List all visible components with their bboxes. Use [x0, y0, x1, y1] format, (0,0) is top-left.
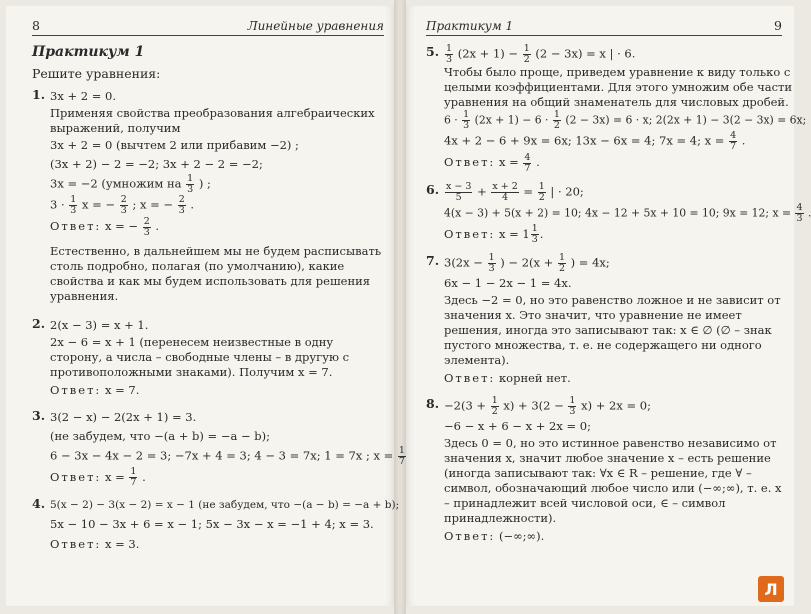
answer-label: Ответ:	[444, 529, 496, 543]
answer	[50, 467, 414, 489]
answer-value: .	[155, 219, 160, 233]
equation-text: x) + 2x = 0;	[581, 398, 651, 413]
fraction	[568, 396, 576, 417]
numerator: 1	[446, 43, 453, 54]
step: 6x − 1 − 2x − 1 = 4x.	[444, 276, 572, 290]
problem-1	[32, 87, 384, 304]
problem-4	[32, 496, 400, 554]
numerator: 1	[523, 43, 530, 54]
step-text: 3x = −2 (умножим на	[50, 176, 182, 191]
equation-text: x) + 3(2 −	[503, 398, 564, 413]
denominator: 3	[446, 54, 453, 65]
answer	[50, 216, 384, 238]
numerator: 4	[524, 151, 531, 163]
denominator: 3	[488, 263, 495, 274]
answer-label: Ответ:	[50, 469, 102, 484]
problem-number: 2.	[32, 315, 46, 331]
left-running-title: Линейные уравнения	[247, 19, 384, 33]
problem-2	[32, 316, 384, 400]
equation	[444, 396, 782, 417]
problem-number: 6.	[426, 181, 440, 197]
answer-value: .	[539, 226, 544, 241]
fraction	[491, 182, 518, 203]
answer	[444, 526, 782, 546]
right-page-number: 9	[774, 18, 782, 33]
denominator: 3	[796, 212, 803, 224]
fraction	[69, 195, 77, 216]
equation	[444, 182, 811, 203]
answer	[444, 224, 811, 246]
numerator: x + 2	[492, 180, 518, 192]
fraction	[538, 182, 546, 203]
denominator: 2	[523, 54, 530, 65]
explanation: 2x − 6 = x + 1 (перенесем неизвестные в одну сторону, а числа – свободные члены – в другую с противоположными знаками). Получим x = 7.	[50, 334, 350, 379]
explanation: Применяя свойства преобразования алгебраических выражений, получим	[50, 106, 375, 135]
step-text: .	[190, 197, 195, 212]
numerator: 2	[120, 194, 127, 205]
denominator: 2	[538, 191, 545, 203]
equation: 2(x − 3) = x + 1.	[50, 317, 149, 332]
denominator: 7	[524, 162, 531, 174]
equation	[444, 44, 806, 65]
problem-5	[426, 43, 807, 174]
problem-number: 8.	[426, 396, 440, 411]
fraction	[398, 446, 406, 467]
problem-number: 4.	[32, 496, 46, 511]
step	[50, 195, 384, 216]
step	[50, 446, 414, 467]
publisher-logo	[758, 576, 784, 602]
fraction	[445, 182, 472, 203]
fraction	[143, 217, 151, 238]
section-heading: Практикум 1	[32, 44, 145, 60]
denominator: 2	[491, 406, 498, 417]
numerator: 1	[491, 395, 498, 406]
step-text: (2 − 3x) = 6 · x; 2(2x + 1) − 3(2 − 3x) = 6x;	[565, 113, 807, 127]
answer	[444, 152, 806, 174]
answer-value: x = −	[104, 219, 139, 233]
denominator: 7	[730, 141, 737, 152]
numerator: 1	[538, 180, 545, 192]
equation-text: 3(2x −	[444, 255, 483, 270]
denominator: 3	[531, 234, 538, 245]
equation	[444, 253, 782, 274]
problem-6	[426, 180, 803, 246]
answer-value: (−∞;∞).	[498, 529, 545, 543]
instructions: Решите уравнения:	[32, 66, 161, 81]
step-text: 6 − 3x − 4x − 2 = 3; −7x + 4 = 3; 4 − 3 = 7x; 1 = 7x ; x =	[50, 448, 394, 462]
denominator: 3	[70, 205, 77, 216]
numerator: 1	[531, 223, 538, 234]
denominator: 4	[502, 191, 509, 203]
equation-text: ) − 2(x +	[500, 255, 554, 270]
equation-text: (2x + 1) −	[457, 46, 519, 61]
equation-text: (2 − 3x) = x | · 6.	[535, 46, 636, 61]
numerator: x − 3	[446, 180, 472, 192]
answer-label: Ответ:	[50, 537, 102, 551]
fraction	[120, 195, 128, 216]
denominator: 3	[187, 184, 194, 195]
problem-number: 3.	[32, 407, 46, 423]
equation-text: ) = 4x;	[570, 255, 610, 270]
explanation: Здесь −2 = 0, но это равенство ложное и не зависит от значения x. Это значит, что уравнение не имеет решения, иногда это записывают так: x ∈ ∅ (∅ – знак пустого множества, т. е. не содержащего ни одного элемента).	[444, 293, 781, 367]
numerator: 1	[398, 444, 405, 456]
step-text: 4(x − 3) + 5(x + 2) = 10; 4x − 12 + 5x + 10 = 10; 9x = 12; x =	[444, 206, 792, 219]
fraction	[488, 253, 496, 274]
answer-value: корней нет.	[498, 371, 571, 385]
equation: 3(2 − x) − 2(2x + 1) = 3.	[50, 409, 197, 424]
denominator: 3	[120, 205, 127, 216]
step: (3x + 2) − 2 = −2; 3x + 2 − 2 = −2;	[50, 157, 263, 171]
fraction	[553, 110, 561, 131]
denominator: 3	[178, 205, 185, 216]
numerator: 1	[187, 173, 194, 184]
right-page	[406, 6, 807, 606]
step-text: (2x + 1) − 6 ·	[474, 113, 549, 127]
explanation: Здесь 0 = 0, но это истинное равенство независимо от значения x, значит любое значение x – есть решение (иногда записывают так: ∀x ∈ R – решение, где ∀ – символ, обозначающий любое число или (−∞;∞), т. е. x – принадлежит всей числовой оси, ∈ – символ принадлежности).	[444, 436, 782, 525]
numerator: 2	[143, 215, 150, 227]
step: (не забудем, что −(a + b) = −a − b);	[50, 428, 270, 443]
problem-number: 7.	[426, 253, 440, 268]
fraction	[491, 396, 499, 417]
explanation: Чтобы было проще, приведем уравнение к виду только с целыми коэффициентами. Для этого умножим обе части уравнения на общий знаменатель для числовых дробей.	[444, 65, 793, 109]
answer-label: Ответ:	[444, 371, 496, 385]
equation-text: | · 20;	[550, 184, 584, 198]
answer-label: Ответ:	[444, 226, 496, 241]
answer-value: x =	[498, 155, 519, 169]
answer-label: Ответ:	[50, 382, 102, 397]
step	[444, 131, 806, 152]
numerator: 1	[558, 252, 565, 263]
answer-value: x = 1	[498, 226, 530, 241]
step-text: x = −	[82, 197, 116, 212]
answer-value: .	[142, 469, 146, 484]
problem-7	[426, 253, 782, 388]
equation-text: −2(3 +	[444, 398, 487, 413]
publisher-logo-letter: Л	[764, 579, 778, 599]
fraction	[523, 44, 531, 65]
step: −6 − x + 6 − x + 2x = 0;	[444, 419, 591, 433]
numerator: 1	[463, 109, 470, 120]
answer-value: x =	[104, 469, 125, 484]
fraction	[186, 174, 194, 195]
answer	[50, 534, 399, 554]
denominator: 2	[553, 120, 560, 131]
equation-text: +	[477, 184, 487, 198]
numerator: 1	[130, 466, 137, 477]
equation-text: =	[523, 184, 534, 198]
fraction	[558, 253, 566, 274]
step-text: .	[741, 133, 746, 148]
fraction	[795, 203, 803, 224]
step	[444, 110, 806, 131]
equation: 5(x − 2) − 3(x − 2) = x − 1 (не забудем, что −(a − b) = −a + b);	[50, 499, 400, 511]
left-page-number: 8	[32, 18, 40, 33]
fraction	[129, 467, 137, 488]
right-running-title: Практикум 1	[426, 19, 514, 33]
problem-8	[426, 396, 782, 546]
answer	[50, 380, 384, 400]
left-page	[6, 6, 405, 606]
answer-value: .	[536, 155, 540, 169]
denominator: 3	[463, 120, 470, 131]
equation: 3x + 2 = 0.	[50, 89, 116, 103]
denominator: 2	[558, 263, 565, 274]
numerator: 4	[796, 201, 803, 213]
denominator: 3	[569, 406, 576, 417]
denominator: 5	[455, 191, 462, 203]
fraction	[531, 224, 539, 245]
fraction	[462, 110, 470, 131]
step-text: 6 ·	[444, 113, 458, 127]
fraction	[523, 153, 531, 174]
answer-value: x = 3.	[104, 537, 140, 551]
answer	[444, 368, 782, 388]
step	[50, 174, 384, 195]
denominator: 7	[398, 455, 405, 467]
answer-value: x = 7.	[104, 382, 140, 397]
problem-3	[32, 407, 405, 489]
problem-number: 1.	[32, 87, 46, 102]
step: 3x + 2 = 0 (вычтем 2 или прибавим −2) ;	[50, 138, 299, 152]
step-text: 4x + 2 − 6 + 9x = 6x; 13x − 6x = 4; 7x = 4; x =	[444, 133, 725, 148]
right-running-head	[426, 18, 782, 36]
problem-number: 5.	[426, 44, 440, 59]
step-text: ) ;	[198, 176, 211, 191]
note: Естественно, в дальнейшем мы не будем расписывать столь подробно, полагая (по умолчанию), какие свойства и как мы будем использовать для решения уравнения.	[50, 243, 382, 303]
fraction	[729, 131, 737, 152]
numerator: 1	[488, 252, 495, 263]
fraction	[178, 195, 186, 216]
left-running-head	[32, 18, 384, 36]
numerator: 1	[70, 194, 77, 205]
answer-label: Ответ:	[444, 155, 496, 169]
numerator: 2	[178, 194, 185, 205]
fraction	[445, 44, 453, 65]
step: 5x − 10 − 3x + 6 = x − 1; 5x − 3x − x = −1 + 4; x = 3.	[50, 517, 374, 531]
answer-label: Ответ:	[50, 219, 102, 233]
step-text: ; x = −	[132, 197, 174, 212]
denominator: 7	[130, 477, 137, 488]
numerator: 1	[553, 109, 560, 120]
numerator: 1	[569, 395, 576, 406]
step	[444, 203, 811, 224]
step-text: 3 ·	[50, 197, 65, 212]
numerator: 4	[730, 130, 737, 141]
denominator: 3	[143, 226, 150, 238]
